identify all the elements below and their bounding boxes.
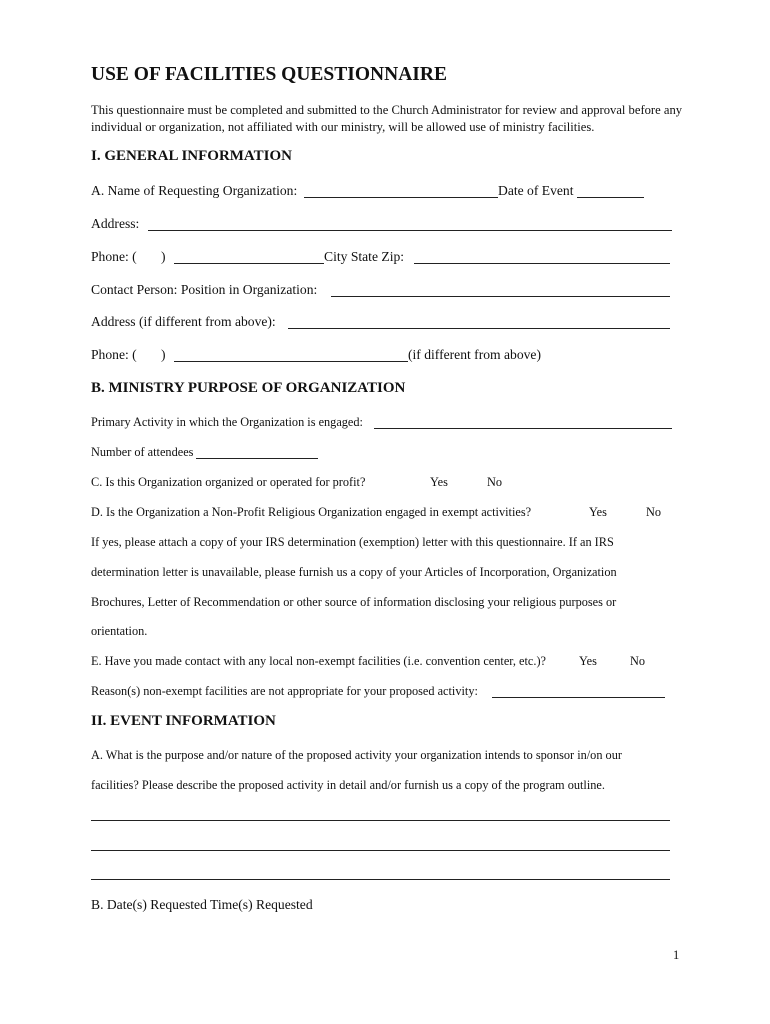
non-exempt-contact-yes-option[interactable]: Yes	[579, 654, 597, 668]
contact-person-field[interactable]	[331, 296, 670, 297]
non-profit-no-option[interactable]: No	[646, 505, 662, 519]
city-state-zip-label: City State Zip:	[324, 249, 405, 264]
non-exempt-contact-no-option[interactable]: No	[630, 654, 646, 668]
alternate-address-field[interactable]	[288, 328, 670, 329]
intro-paragraph: This questionnaire must be completed and submitted to the Church Administrator for review and approval before any individual or organization, not affiliated with our ministry, will be allowed use of ministry facilities.	[91, 103, 683, 134]
activity-purpose-question: A. What is the purpose and/or nature of the proposed activity your organization intends to sponsor in/on our	[91, 748, 622, 762]
activity-description-line-3[interactable]	[91, 879, 670, 880]
date-of-event-field[interactable]	[577, 197, 644, 198]
page-number: 1	[673, 948, 680, 962]
non-profit-yes-option[interactable]: Yes	[589, 505, 607, 519]
section-general-information-heading: I. GENERAL INFORMATION	[91, 148, 292, 164]
address-field[interactable]	[148, 230, 672, 231]
section-ministry-purpose-heading: B. MINISTRY PURPOSE OF ORGANIZATION	[91, 380, 406, 396]
city-state-zip-field[interactable]	[414, 263, 670, 264]
for-profit-no-option[interactable]: No	[487, 475, 503, 489]
activity-description-line-1[interactable]	[91, 820, 670, 821]
activity-description-line-2[interactable]	[91, 850, 670, 851]
alternate-phone-note: (if different from above)	[408, 347, 541, 362]
organization-name-label: A. Name of Requesting Organization:	[91, 183, 298, 198]
primary-activity-label: Primary Activity in which the Organization is engaged:	[91, 415, 363, 429]
exemption-paragraph-line: Brochures, Letter of Recommendation or other source of information disclosing your religious purposes or	[91, 595, 617, 609]
exemption-paragraph-line: orientation.	[91, 624, 148, 638]
alternate-phone-field[interactable]	[174, 361, 408, 362]
number-of-attendees-label: Number of attendees	[91, 445, 194, 459]
alternate-address-label: Address (if different from above):	[91, 314, 276, 329]
contact-person-label: Contact Person: Position in Organization:	[91, 282, 318, 297]
exemption-paragraph-line: determination letter is unavailable, please furnish us a copy of your Articles of Incorporation, Organization	[91, 565, 617, 579]
non-profit-question: D. Is the Organization a Non-Profit Religious Organization engaged in exempt activities?	[91, 505, 532, 519]
dates-times-requested-label: B. Date(s) Requested Time(s) Requested	[91, 897, 313, 912]
alternate-phone-paren: )	[161, 347, 166, 362]
page-title: USE OF FACILITIES QUESTIONNAIRE	[91, 64, 447, 85]
non-exempt-contact-question: E. Have you made contact with any local non-exempt facilities (i.e. convention center, etc.)?	[91, 654, 546, 668]
primary-activity-field[interactable]	[374, 428, 672, 429]
activity-purpose-question-continued: facilities? Please describe the proposed activity in detail and/or furnish us a copy of the program outline.	[91, 778, 605, 792]
non-exempt-reason-field[interactable]	[492, 697, 665, 698]
date-of-event-label: Date of Event	[498, 183, 574, 198]
section-event-information-heading: II. EVENT INFORMATION	[91, 713, 276, 729]
exemption-paragraph-line: If yes, please attach a copy of your IRS determination (exemption) letter with this questionnaire. If an IRS	[91, 535, 614, 549]
number-of-attendees-field[interactable]	[196, 458, 318, 459]
phone-label: Phone: (	[91, 249, 137, 264]
address-label: Address:	[91, 216, 140, 231]
phone-paren: )	[161, 249, 166, 264]
for-profit-yes-option[interactable]: Yes	[430, 475, 448, 489]
alternate-phone-label: Phone: (	[91, 347, 137, 362]
non-exempt-reason-label: Reason(s) non-exempt facilities are not appropriate for your proposed activity:	[91, 684, 478, 698]
for-profit-question: C. Is this Organization organized or operated for profit?	[91, 475, 366, 489]
organization-name-field[interactable]	[304, 197, 498, 198]
phone-field[interactable]	[174, 263, 324, 264]
